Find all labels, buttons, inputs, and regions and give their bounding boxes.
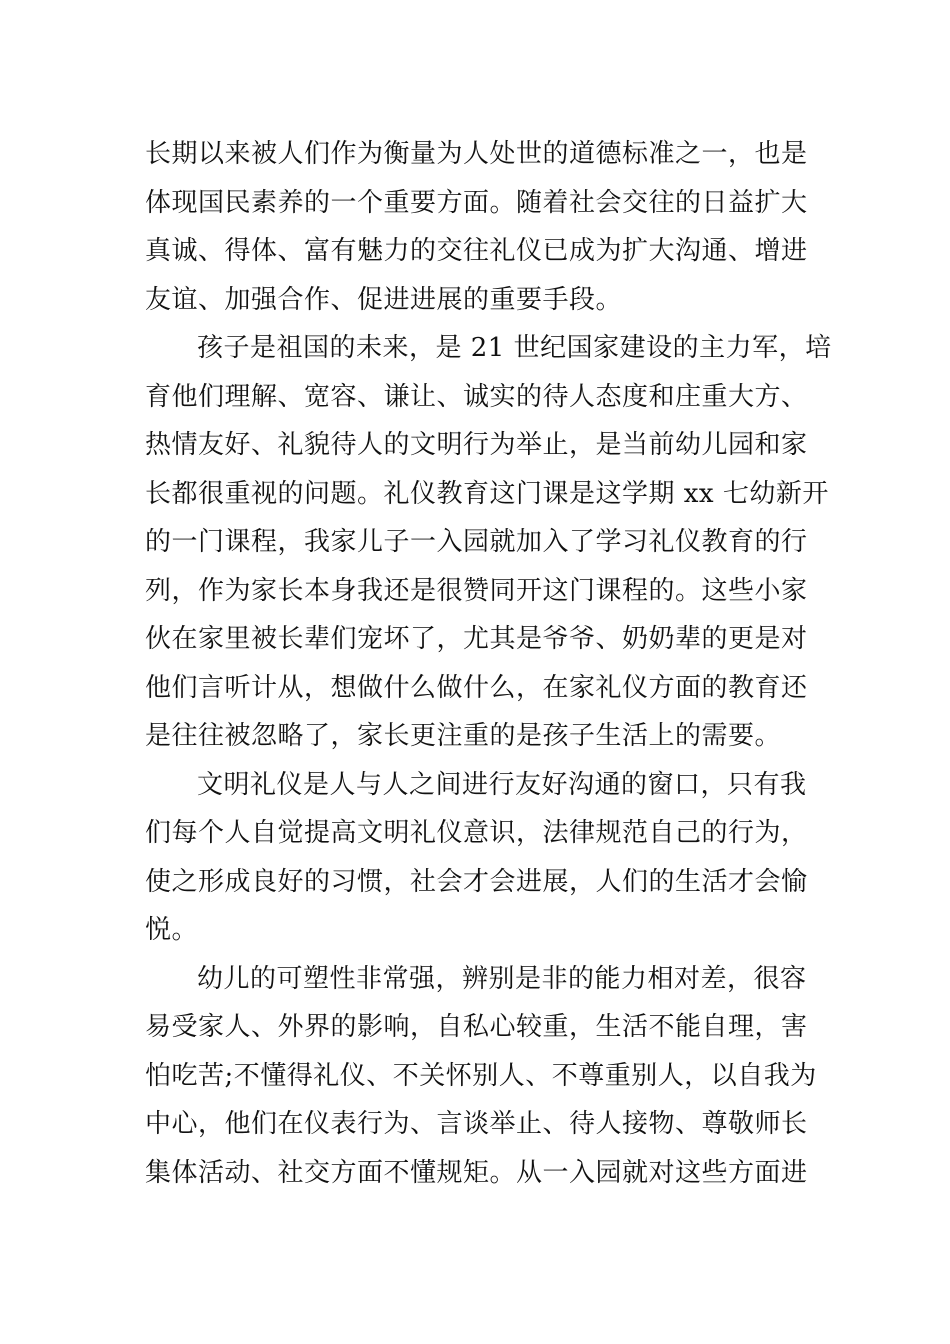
text-line: 集体活动、社交方面不懂规矩。从一入园就对这些方面进	[145, 1157, 808, 1188]
text-line: 文明礼仪是人与人之间进行友好沟通的窗口，只有我	[197, 769, 807, 800]
text-line: 孩子是祖国的未来，是 21 世纪国家建设的主力军，培	[197, 333, 832, 363]
text-line: 热情友好、礼貌待人的文明行为举止，是当前幼儿园和家	[145, 430, 808, 460]
text-line: 怕吃苦;不懂得礼仪、不关怀别人、不尊重别人，以自我为	[145, 1060, 817, 1091]
text-line: 友谊、加强合作、促进进展的重要手段。	[145, 284, 623, 315]
text-line: 的一门课程，我家儿子一入园就加入了学习礼仪教育的行	[145, 527, 808, 557]
text-line: 幼儿的可塑性非常强，辨别是非的能力相对差，很容	[197, 963, 807, 994]
paragraph	[145, 761, 810, 955]
text-line: 易受家人、外界的影响，自私心较重，生活不能自理，害	[145, 1012, 808, 1042]
text-line: 他们言听计从，想做什么做什么，在家礼仪方面的教育还	[145, 672, 808, 703]
paragraph	[145, 955, 817, 1198]
text-line: 长都很重视的问题。礼仪教育这门课是这学期 xx 七幼新开	[145, 478, 829, 509]
text-line: 们每个人自觉提高文明礼仪意识，法律规范自己的行为，	[145, 818, 808, 848]
paragraph	[145, 324, 832, 761]
text-line: 列，作为家长本身我还是很赞同开这门课程的。这些小家	[145, 575, 808, 606]
text-line: 长期以来被人们作为衡量为人处世的道德标准之一，也是	[145, 139, 808, 169]
text-line: 伙在家里被长辈们宠坏了，尤其是爷爷、奶奶辈的更是对	[145, 624, 808, 654]
text-line: 育他们理解、宽容、谦让、诚实的待人态度和庄重大方、	[145, 381, 808, 412]
text-line: 体现国民素养的一个重要方面。随着社会交往的日益扩大	[145, 187, 808, 218]
text-line: 使之形成良好的习惯，社会才会进展，人们的生活才会愉	[145, 866, 808, 897]
document-body	[145, 130, 832, 1197]
text-line: 真诚、得体、富有魅力的交往礼仪已成为扩大沟通、增进	[145, 236, 808, 266]
text-line: 悦。	[145, 915, 199, 945]
text-line: 是往往被忽略了，家长更注重的是孩子生活上的需要。	[145, 721, 782, 751]
text-line: 中心，他们在仪表行为、言谈举止、待人接物、尊敬师长	[145, 1109, 808, 1139]
paragraph	[145, 130, 810, 324]
